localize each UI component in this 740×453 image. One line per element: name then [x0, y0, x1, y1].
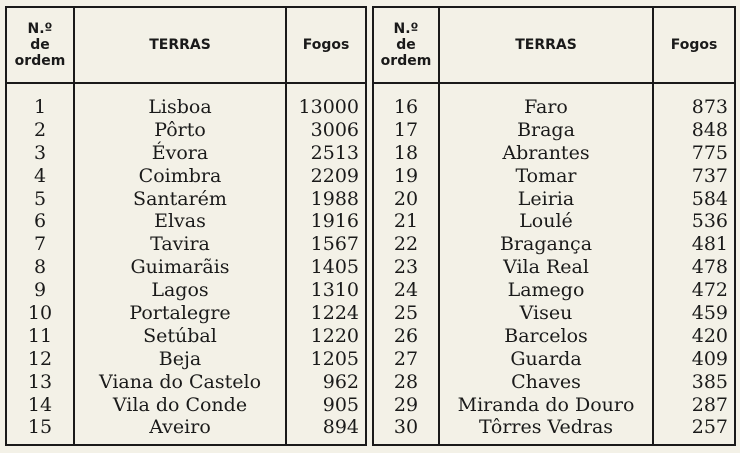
- fogos-value: 1916: [310, 210, 359, 233]
- table-row: [7, 233, 365, 256]
- table-row: [374, 119, 734, 142]
- fogos-value: 848: [691, 118, 728, 141]
- fogos-value: 2513: [310, 141, 359, 164]
- fogos-value: 481: [691, 233, 728, 256]
- row-number: 25: [393, 302, 419, 325]
- table-row: [7, 119, 365, 142]
- row-number: 12: [27, 347, 53, 370]
- table-row: [7, 96, 365, 119]
- header-fogos: Fogos: [670, 37, 718, 53]
- fogos-value: 737: [691, 164, 728, 187]
- row-number: 11: [27, 324, 53, 347]
- terra-name: Viseu: [519, 302, 573, 325]
- row-number: 15: [27, 416, 53, 439]
- row-number: 1: [33, 96, 47, 118]
- fogos-value: 962: [322, 370, 359, 393]
- terra-name: Tomar: [515, 164, 577, 187]
- terra-name: Portalegre: [129, 302, 231, 325]
- table-left: [5, 6, 367, 446]
- row-number: 18: [393, 141, 419, 164]
- table-row: [7, 348, 365, 371]
- row-number: 24: [393, 279, 419, 302]
- row-number: 2: [33, 118, 47, 141]
- row-number: 4: [33, 164, 47, 187]
- terra-name: Leiria: [517, 187, 575, 210]
- table-row: [374, 165, 734, 188]
- table-row: [7, 210, 365, 233]
- terra-name: Viana do Castelo: [98, 370, 262, 393]
- terra-name: Elvas: [154, 210, 206, 233]
- row-number: 5: [33, 187, 47, 210]
- terra-name: Bragança: [499, 233, 593, 256]
- terra-name: Braga: [517, 118, 575, 141]
- table-row: [374, 416, 734, 439]
- fogos-value: 894: [322, 416, 359, 439]
- terra-name: Faro: [524, 96, 568, 118]
- header-terras: TERRAS: [515, 37, 577, 53]
- row-number: 22: [393, 233, 419, 256]
- row-number: 27: [393, 347, 419, 370]
- table-row: [374, 96, 734, 119]
- table-row: [7, 279, 365, 302]
- table-body: [7, 96, 365, 439]
- fogos-value: 13000: [298, 96, 359, 118]
- fogos-value: 3006: [310, 118, 359, 141]
- fogos-value: 287: [691, 393, 728, 416]
- table-row: [7, 256, 365, 279]
- terra-name: Abrantes: [502, 141, 590, 164]
- table-row: [7, 142, 365, 165]
- terra-name: Aveiro: [149, 416, 211, 439]
- table-row: [7, 371, 365, 394]
- header-num: N.º de ordem: [380, 21, 432, 69]
- header-terras: TERRAS: [149, 37, 211, 53]
- table-row: [374, 188, 734, 211]
- terra-name: Loulé: [519, 210, 573, 233]
- table-row: [374, 348, 734, 371]
- terra-name: Lamego: [507, 279, 585, 302]
- fogos-value: 459: [691, 302, 728, 325]
- terra-name: Guarda: [510, 347, 582, 370]
- fogos-value: 1224: [310, 302, 359, 325]
- table-row: [374, 210, 734, 233]
- fogos-value: 1205: [310, 347, 359, 370]
- row-number: 9: [33, 279, 47, 302]
- terra-name: Vila Real: [503, 256, 589, 279]
- terra-name: Tavira: [150, 233, 210, 256]
- fogos-value: 420: [691, 324, 728, 347]
- fogos-value: 1310: [310, 279, 359, 302]
- terra-name: Coimbra: [138, 164, 222, 187]
- header-fogos: Fogos: [302, 37, 350, 53]
- row-number: 17: [393, 118, 419, 141]
- row-number: 14: [27, 393, 53, 416]
- fogos-value: 385: [691, 370, 728, 393]
- row-number: 28: [393, 370, 419, 393]
- terra-name: Chaves: [511, 370, 581, 393]
- terra-name: Santarém: [133, 187, 227, 210]
- row-number: 6: [33, 210, 47, 233]
- table-row: [374, 325, 734, 348]
- table-row: [7, 325, 365, 348]
- row-number: 30: [393, 416, 419, 439]
- fogos-value: 584: [691, 187, 728, 210]
- table-row: [374, 256, 734, 279]
- table-row: [7, 394, 365, 417]
- terra-name: Pôrto: [154, 118, 206, 141]
- table-header: [374, 8, 734, 84]
- table-row: [7, 165, 365, 188]
- table-row: [374, 233, 734, 256]
- terra-name: Setúbal: [143, 324, 217, 347]
- row-number: 7: [33, 233, 47, 256]
- fogos-value: 536: [691, 210, 728, 233]
- table-row: [7, 302, 365, 325]
- fogos-value: 472: [691, 279, 728, 302]
- fogos-value: 257: [691, 416, 728, 439]
- row-number: 23: [393, 256, 419, 279]
- fogos-value: 1567: [310, 233, 359, 256]
- table-body: [374, 96, 734, 439]
- table-row: [374, 394, 734, 417]
- fogos-value: 1405: [310, 256, 359, 279]
- fogos-value: 2209: [310, 164, 359, 187]
- fogos-value: 873: [691, 96, 728, 118]
- table-row: [374, 142, 734, 165]
- table-row: [7, 188, 365, 211]
- fogos-value: 1220: [310, 324, 359, 347]
- row-number: 13: [27, 370, 53, 393]
- row-number: 20: [393, 187, 419, 210]
- terra-name: Évora: [151, 141, 209, 164]
- table-row: [374, 279, 734, 302]
- row-number: 26: [393, 324, 419, 347]
- table-row: [374, 371, 734, 394]
- fogos-value: 775: [691, 141, 728, 164]
- fogos-value: 478: [691, 256, 728, 279]
- row-number: 19: [393, 164, 419, 187]
- table-header: [7, 8, 365, 84]
- fogos-value: 409: [691, 347, 728, 370]
- row-number: 29: [393, 393, 419, 416]
- terra-name: Lisboa: [148, 96, 212, 118]
- terra-name: Miranda do Douro: [457, 393, 635, 416]
- row-number: 3: [33, 141, 47, 164]
- header-num: N.º de ordem: [14, 21, 66, 69]
- row-number: 21: [393, 210, 419, 233]
- table-row: [374, 302, 734, 325]
- fogos-value: 905: [322, 393, 359, 416]
- terra-name: Tôrres Vedras: [478, 416, 614, 439]
- row-number: 10: [27, 302, 53, 325]
- terra-name: Barcelos: [504, 324, 588, 347]
- row-number: 8: [33, 256, 47, 279]
- terra-name: Vila do Conde: [112, 393, 248, 416]
- terra-name: Lagos: [151, 279, 209, 302]
- row-number: 16: [393, 96, 419, 118]
- table-row: [7, 416, 365, 439]
- fogos-value: 1988: [310, 187, 359, 210]
- table-right: [372, 6, 736, 446]
- terra-name: Guimarãis: [130, 256, 230, 279]
- terra-name: Beja: [158, 347, 202, 370]
